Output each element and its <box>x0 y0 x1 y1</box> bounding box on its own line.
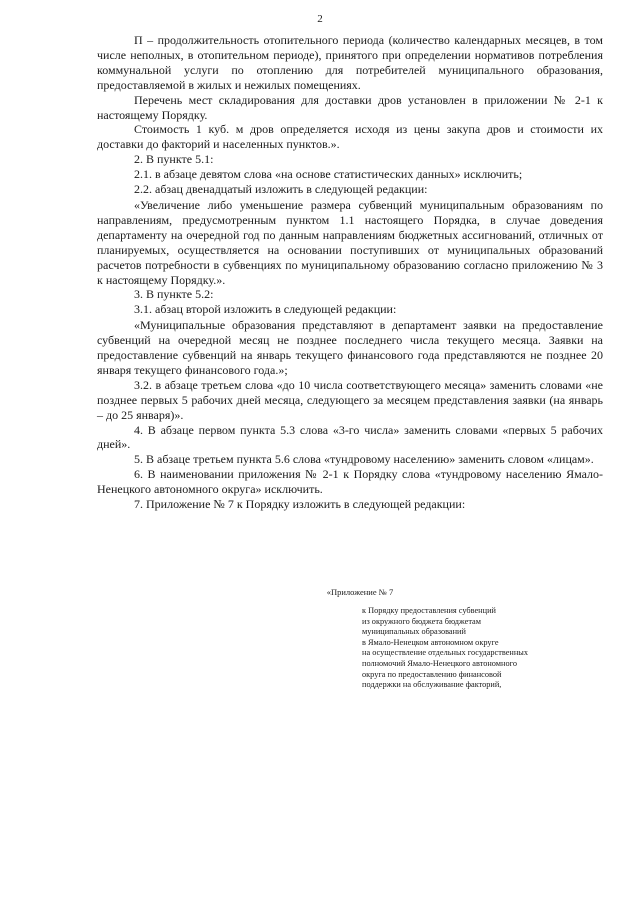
paragraph: 2. В пункте 5.1: <box>134 152 214 167</box>
paragraph: «Муниципальные образования представляют в департамент заявки на предоставление субвенций на очередной месяц не позднее последнего числа текущего месяца. Заявки на предоставление субвенций на январь текущего финансового года представляются не позднее 20 января текущего финансового года.»; <box>97 318 603 377</box>
paragraph: 3. В пункте 5.2: <box>134 287 214 302</box>
paragraph: 6. В наименовании приложения № 2-1 к Порядку слова «тундровому населению Ямало-Ненецкого автономного округа» исключить. <box>97 467 603 497</box>
annex-line: на осуществление отдельных государственных <box>362 648 529 658</box>
annex-line: округа по предоставлению финансовой <box>362 669 502 679</box>
paragraph: Перечень мест складирования для доставки дров установлен в приложении № 2-1 к настоящему Порядку. <box>97 92 603 122</box>
paragraph: 2.1. в абзаце девятом слова «на основе статистических данных» исключить; <box>134 167 523 182</box>
annex-line: к Порядку предоставления субвенций <box>362 606 496 615</box>
paragraph: 5. В абзаце третьем пункта 5.6 слова «тундровому населению» заменить словом «лицам». <box>134 452 594 467</box>
paragraph: 3.2. в абзаце третьем слова «до 10 числа соответствующего месяца» заменить словами «не позднее первых 5 рабочих дней месяца, следующего за месяцем представления заявки (на январь – до 25 января)». <box>97 377 603 422</box>
annex-header-block <box>362 606 612 691</box>
annex-line: полномочий Ямало-Ненецкого автономного <box>362 658 517 668</box>
paragraph: 3.1. абзац второй изложить в следующей редакции: <box>134 302 397 317</box>
paragraph: Стоимость 1 куб. м дров определяется исходя из цены закупа дров и стоимости их доставки до факторий и населенных пунктов.». <box>97 122 603 152</box>
annex-line: поддержки на обслуживание факторий, <box>362 680 502 690</box>
annex-line: в Ямало-Ненецком автономном округе <box>362 637 499 647</box>
paragraph: 4. В абзаце первом пункта 5.3 слова «3-го числа» заменить словами «первых 5 рабочих дней». <box>97 422 603 452</box>
paragraph: 2.2. абзац двенадцатый изложить в следующей редакции: <box>134 182 428 197</box>
paragraph: 7. Приложение № 7 к Порядку изложить в следующей редакции: <box>134 497 466 512</box>
page-number: 2 <box>317 13 323 25</box>
paragraph: П – продолжительность отопительного периода (количество календарных месяцев, в том числе неполных, в отопительном периоде), принятого при определении нормативов потребления коммунальной услуги по отоплению для потребителей муниципального образования, предоставляемой в жилых и нежилых помещениях. <box>97 33 603 92</box>
annex-line: муниципальных образований <box>362 627 466 637</box>
document-body <box>97 33 603 512</box>
annex-line: из окружного бюджета бюджетам <box>362 616 481 626</box>
annex-title: «Приложение № 7 <box>326 587 394 597</box>
paragraph: «Увеличение либо уменьшение размера субвенций муниципальным образованиям по направлениям, предусмотренным пунктом 1.1 настоящего Порядка, в случае доведения департаменту на очередной год по данным направлениям бюджетных ассигнований, отличных от планируемых, осуществляется на основании поступивших от муниципальных образований расчетов потребности в субвенциях по муниципальному образованию согласно приложению № 3 к настоящему Порядку.». <box>97 197 603 287</box>
